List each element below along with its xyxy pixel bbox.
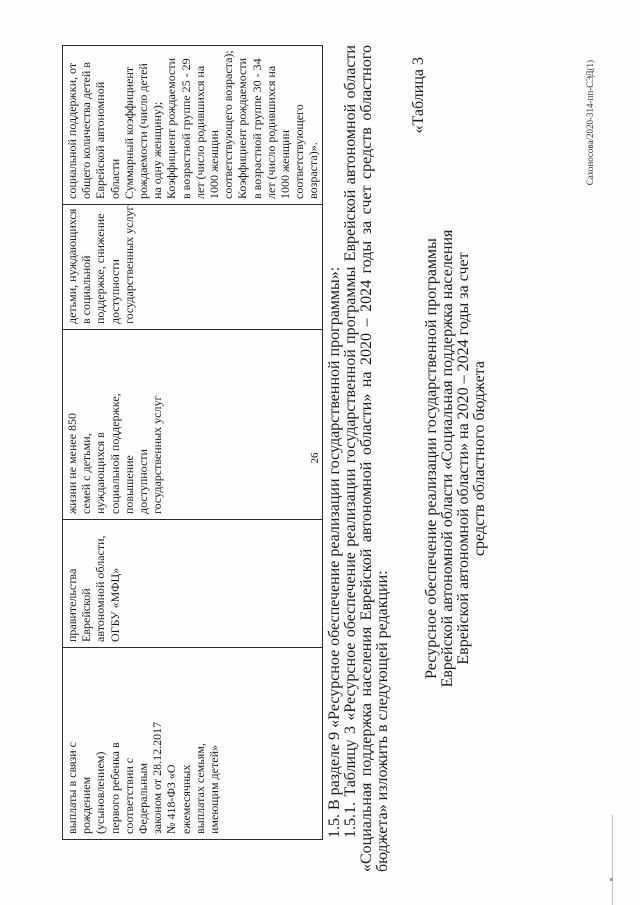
table-cell-line: ОГБУ «МФЦ» [107,567,122,642]
table-heading-line: Еврейской автономной области» на 2020 – 2024 годы за счет [455,252,472,665]
table-heading-line: средств областного бюджета [471,360,488,557]
table-cell-line: соответствующего [292,104,307,199]
table-cell-line: выплатах семьям, [192,743,207,834]
table-cell-column-1 [63,648,322,839]
table-cell-line: государственных услуг [150,395,165,514]
table-cell-line: 1000 женщин [278,130,293,199]
table-cell-line: автономной области, [93,535,108,642]
table-cell-line: Коэффициент рождаемости [164,57,179,199]
amendment-item-1-5-1-line: «Социальная поддержка населения Еврейской автономной области» на 2020 – 2024 годы за счет средств областного [358,45,375,872]
table-cell-line: имеющим детей» [207,745,222,834]
table-label: «Таблица 3 [410,57,427,134]
table-cell-line: № 418-ФЗ «О [164,764,179,834]
table-cell-line: жизни не менее 850 [65,412,79,514]
amendment-item-1-5-1-line: бюджета» изложить в следующей редакции: [374,570,391,872]
table-cell-line: правительства [65,568,79,642]
table-cell-line: в социальной [79,255,94,324]
table-cell-line: рождаемости (число детей [136,63,151,199]
table-cell-line: нуждающихся в [93,432,108,514]
table-cell-column-5 [63,46,322,205]
table-cell-line: соответствующего возраста); [221,50,236,199]
scan-speck [610,878,613,881]
table-cell-line: Суммарный коэффициент [121,66,136,199]
table-cell-line: в возрастной группе 30 - 34 [249,58,264,199]
table-cell-line: лет (число родившихся на [263,65,278,199]
table-cell-line: первого ребенка в [107,742,122,834]
table-heading-line: Ресурсное обеспечение реализации государственной программы [423,238,440,679]
table-cell-column-4 [63,205,322,330]
table-cell-line: доступности [107,259,122,324]
table-cell-line: повышение [121,455,136,514]
table-cell-line: выплаты в связи с [65,742,79,834]
table-cell-line: социальной поддержки, от [65,62,79,199]
table-cell-line: поддержке, снижение [93,213,108,324]
scan-edge-line [612,815,613,905]
table-heading-line: Еврейской автономной области «Социальная поддержка населения [439,229,456,688]
table-cell-line: 1000 женщин [207,130,222,199]
page-number: 26 [309,452,321,464]
table-cell-line: возраста)». [306,142,321,199]
table-cell-column-2 [63,520,322,648]
document-footer-id: Сахоносова/2020-314-пп-СЭД(1) [585,60,595,186]
table-cell-line: соответствии с [121,757,136,834]
table-cell-line: социальной поддержке, [107,393,122,514]
table-cell-line: ежемесячных [178,764,193,834]
table-cell-line: (усыновлением) [93,751,108,834]
table-cell-line: области [107,158,122,199]
table-cell-line: Еврейской автономной [93,81,108,199]
table-cell-line: Еврейской [79,588,94,642]
table-cell-line: детьми, нуждающихся [65,208,79,324]
table-cell-line: лет (число родившихся на [192,65,207,199]
table-cell-line: в возрастной группе 25 - 29 [178,58,193,199]
table-cell-line: законом от 28.12.2017 [150,721,165,834]
table-cell-line: государственных услуг [121,205,136,324]
table-cell-line: рождением [79,776,94,834]
amendment-item-1-5: 1.5. В разделе 9 «Ресурсное обеспечение реализации государственной программы»: [326,266,343,838]
table-cell-line: Коэффициент рождаемости [235,57,250,199]
table-cell-line: на одну женщину); [150,101,165,199]
table-cell-line: семей с детьми, [79,433,94,514]
amendment-item-1-5-1-line: 1.5.1. Таблицу 3 «Ресурсное обеспечение реализации государственной программы Еврейской автономной области [342,45,359,838]
table-cell-line: Федеральным [136,762,151,834]
table-cell-column-3 [63,330,322,520]
table-cell-line: доступности [136,449,151,514]
table-cell-line: общего количества детей в [79,62,94,199]
program-table-continuation [62,45,323,840]
